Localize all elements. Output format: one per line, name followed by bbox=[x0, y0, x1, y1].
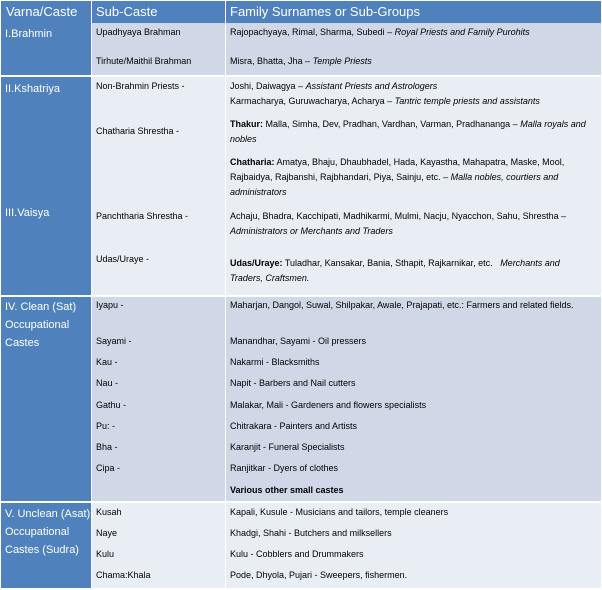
surnames-joshi: Joshi, Daiwagya – Assistant Priests and Astrologers bbox=[230, 81, 438, 91]
surnames-udas: Udas/Uraye: Tuladhar, Kansakar, Bania, Sthapit, Rajkarnikar, etc. Merchants and Traders, Craftsmen. bbox=[230, 258, 560, 283]
surnames-tirhute: Misra, Bhatta, Jha – Temple Priests bbox=[230, 56, 372, 66]
varna-clean: IV. Clean (Sat) Occupational Castes bbox=[5, 301, 77, 349]
sub-caste-kulu: Kulu bbox=[96, 549, 115, 559]
sub-caste-kau: Kau - bbox=[96, 357, 118, 367]
surnames-other: Various other small castes bbox=[230, 485, 344, 495]
sub-caste-sayami: Sayami - bbox=[96, 336, 132, 346]
surnames-karmacharya: Karmacharya, Guruwacharya, Acharya – Tantric temple priests and assistants bbox=[230, 96, 540, 106]
surnames-gathu: Malakar, Mali - Gardeners and flowers specialists bbox=[230, 400, 427, 410]
sub-caste-naye: Naye bbox=[96, 528, 118, 538]
sub-caste-chama-khala: Chama:Khala bbox=[96, 570, 151, 580]
sub-caste-pu: Pu: - bbox=[96, 421, 116, 431]
sub-caste-tirhute: Tirhute/Maithil Brahman bbox=[96, 56, 192, 66]
sub-caste-nau: Nau - bbox=[96, 378, 119, 388]
header-sub-caste: Sub-Caste bbox=[96, 4, 158, 19]
sub-caste-chatharia: Chatharia Shrestha - bbox=[96, 126, 180, 136]
row-divider bbox=[1, 501, 601, 503]
sub-caste-kusah: Kusah bbox=[96, 507, 122, 517]
surnames-nau: Napit - Barbers and Nail cutters bbox=[230, 378, 356, 388]
sub-caste-bha: Bha - bbox=[96, 442, 118, 452]
sub-caste-non-brahmin-priests: Non-Brahmin Priests - bbox=[96, 81, 185, 91]
sub-caste-gathu: Gathu - bbox=[96, 400, 127, 410]
varna-unclean: V. Unclean (Asat) Occupational Castes (Sudra) bbox=[5, 508, 91, 556]
row-divider bbox=[1, 295, 601, 297]
surnames-pu: Chitrakara - Painters and Artists bbox=[230, 421, 358, 431]
header-varna: Varna/Caste bbox=[6, 4, 78, 19]
surnames-chama-khala: Pode, Dhyola, Pujari - Sweepers, fishermen. bbox=[230, 570, 408, 580]
surnames-naye: Khadgi, Shahi - Butchers and milksellers bbox=[230, 528, 392, 538]
surnames-kusah: Kapali, Kusule - Musicians and tailors, temple cleaners bbox=[230, 507, 449, 517]
surnames-cipa: Ranjitkar - Dyers of clothes bbox=[230, 463, 339, 473]
surnames-chatharia: Chatharia: Amatya, Bhaju, Dhaubhadel, Hada, Kayastha, Mahapatra, Maske, Mool, Rajbaidya, Rajbanshi, Rajbhandari, Piya, Sainju, etc. – Malla nobles, courtiers and administrators bbox=[230, 157, 565, 197]
header-surnames: Family Surnames or Sub-Groups bbox=[230, 4, 421, 19]
surnames-iyapu: Maharjan, Dangol, Suwal, Shilpakar, Awale, Prajapati, etc.: Farmers and related fields. bbox=[230, 300, 574, 310]
varna-kshatriya: II.Kshatriya bbox=[5, 83, 61, 95]
caste-table bbox=[1, 1, 601, 588]
sub-caste-cipa: Cipa - bbox=[96, 463, 121, 473]
sub-caste-upadhyaya: Upadhyaya Brahman bbox=[96, 27, 181, 37]
row-divider bbox=[1, 75, 601, 77]
surnames-kulu: Kulu - Cobblers and Drummakers bbox=[230, 549, 364, 559]
surnames-panchtharia: Achaju, Bhadra, Kacchipati, Madhikarmi, Mulmi, Nacju, Nyacchon, Sahu, Shrestha – Administrators or Merchants and Traders bbox=[230, 211, 567, 236]
sub-caste-panchtharia: Panchtharia Shrestha - bbox=[96, 211, 189, 221]
surnames-bha: Karanjit - Funeral Specialists bbox=[230, 442, 345, 452]
surnames-sayami: Manandhar, Sayami - Oil pressers bbox=[230, 336, 367, 346]
varna-vaisya: III.Vaisya bbox=[5, 207, 50, 219]
varna-brahmin: I.Brahmin bbox=[5, 28, 53, 40]
surnames-upadhyaya: Rajopachyaya, Rimal, Sharma, Subedi – Royal Priests and Family Purohits bbox=[230, 27, 530, 37]
surnames-kau: Nakarmi - Blacksmiths bbox=[230, 357, 320, 367]
surnames-thakur: Thakur: Malla, Simha, Dev, Pradhan, Vardhan, Varman, Pradhananga – Malla royals and nobles bbox=[230, 119, 586, 144]
sub-caste-iyapu: Iyapu - bbox=[96, 300, 124, 310]
sub-caste-udas: Udas/Uraye - bbox=[96, 254, 150, 264]
